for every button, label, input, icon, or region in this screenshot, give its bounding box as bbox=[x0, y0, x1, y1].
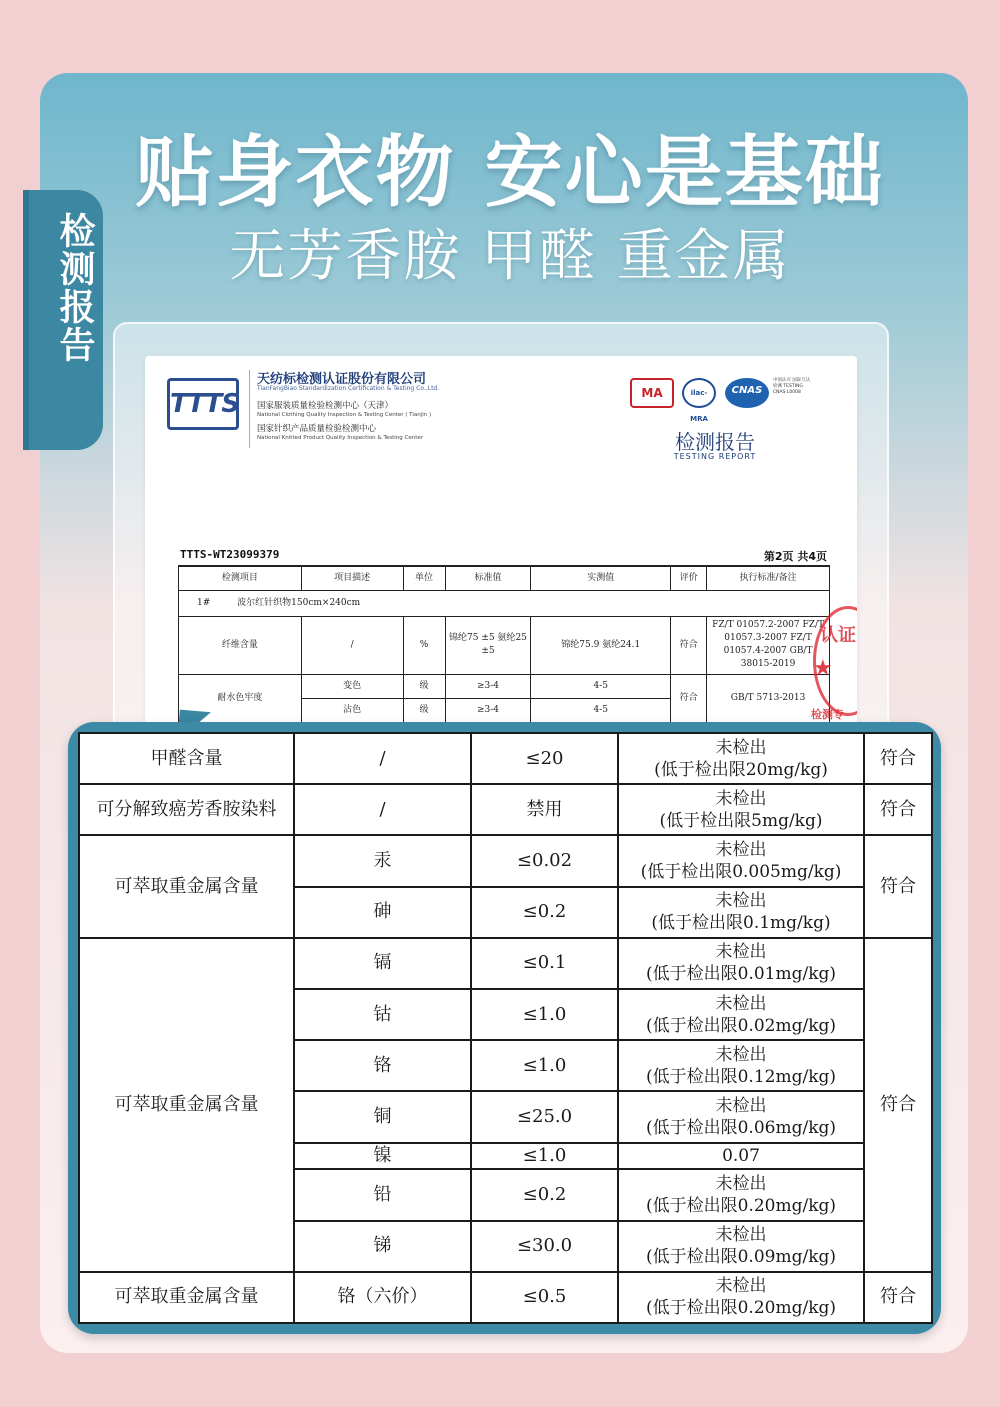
sample-number: 1# bbox=[197, 597, 211, 608]
sample-description: 波尔红针织物150cm×240cm bbox=[237, 597, 361, 608]
test-desc: 铬（六价） bbox=[294, 1272, 471, 1323]
cert-note: 中国认可 国际互认 检测 TESTING CNAS L0008 bbox=[773, 378, 811, 395]
stamp-text: 检测专 bbox=[811, 708, 844, 721]
result-note: (低于检出限0.20mg/kg) bbox=[645, 1298, 837, 1319]
sub-headline: 无芳香胺 甲醛 重金属 bbox=[229, 224, 791, 289]
standard-value: ≤0.02 bbox=[471, 835, 618, 886]
report-table bbox=[178, 565, 830, 723]
test-desc: 铅 bbox=[294, 1169, 471, 1220]
result-line: 未检出 bbox=[715, 840, 767, 860]
standard-value: ≤0.5 bbox=[471, 1272, 618, 1323]
standard-value: ≤25.0 bbox=[471, 1091, 618, 1142]
test-desc: 镉 bbox=[294, 938, 471, 989]
test-item: 甲醛含量 bbox=[79, 733, 294, 784]
cell: 符合 bbox=[671, 616, 707, 674]
measured-value bbox=[618, 1040, 864, 1091]
measured-value bbox=[618, 784, 864, 835]
standard-value: ≤20 bbox=[471, 733, 618, 784]
standard-value: ≤1.0 bbox=[471, 1143, 618, 1170]
page-number: 第2页 共4页 bbox=[763, 550, 827, 563]
table-row bbox=[79, 1272, 932, 1323]
header-cell: 评价 bbox=[671, 566, 707, 590]
cell: 级 bbox=[403, 698, 445, 722]
test-desc: 铬 bbox=[294, 1040, 471, 1091]
header-cell: 检测项目 bbox=[179, 566, 302, 590]
test-desc: 锑 bbox=[294, 1221, 471, 1272]
side-tab-label: 检测报告 bbox=[54, 212, 95, 364]
result-line: 未检出 bbox=[715, 1044, 767, 1065]
table-header-row bbox=[179, 566, 830, 590]
cell: 4-5 bbox=[531, 674, 671, 698]
company-name: 天纺标检测认证股份有限公司 bbox=[257, 372, 427, 387]
test-desc: 镍 bbox=[294, 1143, 471, 1170]
cell: GB/T 5713-2013 bbox=[707, 674, 830, 722]
standard-value: ≤0.1 bbox=[471, 938, 618, 989]
result-note: (低于检出限0.06mg/kg) bbox=[645, 1118, 837, 1139]
test-desc: / bbox=[294, 733, 471, 784]
measured-value bbox=[618, 989, 864, 1040]
table-row bbox=[79, 938, 932, 989]
measured-value bbox=[618, 938, 864, 989]
cell: 耐水色牢度 bbox=[179, 674, 302, 722]
result-note: (低于检出限0.20mg/kg) bbox=[645, 1195, 837, 1216]
header-cell: 标准值 bbox=[445, 566, 531, 590]
ilac-logo-icon: ilac-MRA bbox=[682, 378, 716, 408]
company-name-en: TianFangBiao Standardization Certification & Testing Co.,Ltd. bbox=[257, 385, 440, 392]
standard-value: ≤1.0 bbox=[471, 1040, 618, 1091]
result-line: 未检出 bbox=[715, 788, 767, 809]
logo-divider bbox=[249, 370, 250, 448]
standard-value: ≤0.2 bbox=[471, 1169, 618, 1220]
header-cell: 项目描述 bbox=[301, 566, 403, 590]
test-item: 可分解致癌芳香胺染料 bbox=[79, 784, 294, 835]
cell: ≥3-4 bbox=[445, 698, 531, 722]
cell: FZ/T 01057.2-2007 FZ/T 01057.3-2007 FZ/T 01057.4-2007 GB/T 38015-2019 bbox=[707, 616, 830, 674]
measured-value bbox=[618, 1091, 864, 1142]
cnas-logo-icon: CNAS bbox=[725, 378, 769, 408]
header-cell: 执行标准/备注 bbox=[707, 566, 830, 590]
ttts-logo-icon: TTTS bbox=[167, 378, 239, 430]
evaluation: 符合 bbox=[864, 784, 932, 835]
result-note: (低于检出限0.01mg/kg) bbox=[645, 964, 837, 985]
headline: 贴身衣物 安心是基础 bbox=[135, 128, 885, 218]
standard-value: ≤30.0 bbox=[471, 1221, 618, 1272]
evaluation: 符合 bbox=[864, 835, 932, 937]
header-cell: 实测值 bbox=[531, 566, 671, 590]
table-row bbox=[179, 674, 830, 698]
red-stamp: 认证 bbox=[813, 606, 857, 716]
standard-value: ≤0.2 bbox=[471, 887, 618, 938]
center-1: 国家服装质量检验检测中心（天津） bbox=[257, 401, 394, 411]
header-cell: 单位 bbox=[403, 566, 445, 590]
center-1-en: National Clothing Quality Inspection & Testing Center ( Tianjin ) bbox=[257, 412, 432, 418]
measured-value bbox=[618, 733, 864, 784]
test-item: 可萃取重金属含量 bbox=[79, 835, 294, 937]
table-row bbox=[179, 590, 830, 616]
measured-value bbox=[618, 1169, 864, 1220]
standard-value: ≤1.0 bbox=[471, 989, 618, 1040]
cell: ≥3-4 bbox=[445, 674, 531, 698]
result-line: 未检出 bbox=[715, 1173, 767, 1194]
report-document bbox=[145, 356, 857, 736]
test-item: 可萃取重金属含量 bbox=[79, 938, 294, 1272]
center-2: 国家针织产品质量检验检测中心 bbox=[257, 424, 377, 434]
test-desc: 砷 bbox=[294, 887, 471, 938]
cell: 纤维含量 bbox=[179, 616, 302, 674]
result-note: (低于检出限0.005mg/kg) bbox=[640, 862, 842, 882]
table-row bbox=[179, 616, 830, 674]
result-line: 未检出 bbox=[715, 1276, 767, 1297]
measured-value: 0.07 bbox=[618, 1143, 864, 1170]
report-number: TTTS-WT23099379 bbox=[180, 548, 280, 561]
result-note: (低于检出限0.02mg/kg) bbox=[645, 1015, 837, 1036]
result-line: 未检出 bbox=[715, 993, 767, 1014]
stamp-star-icon: ★ bbox=[813, 656, 833, 681]
standard-value: 禁用 bbox=[471, 784, 618, 835]
test-desc: 铜 bbox=[294, 1091, 471, 1142]
result-line: 未检出 bbox=[715, 942, 767, 963]
cell: 级 bbox=[403, 674, 445, 698]
result-line: 未检出 bbox=[715, 1225, 767, 1246]
result-note: (低于检出限0.09mg/kg) bbox=[645, 1247, 837, 1268]
evaluation: 符合 bbox=[864, 1272, 932, 1323]
cell: 4-5 bbox=[531, 698, 671, 722]
table-row bbox=[79, 835, 932, 886]
result-line: 未检出 bbox=[715, 1096, 767, 1117]
cell: 沾色 bbox=[301, 698, 403, 722]
result-line: 未检出 bbox=[715, 737, 767, 758]
report-title: 检测报告 bbox=[675, 430, 755, 454]
cell: 锦纶75 ±5 氨纶25 ±5 bbox=[445, 616, 531, 674]
measured-value bbox=[618, 1272, 864, 1323]
test-desc: 钴 bbox=[294, 989, 471, 1040]
cell: 符合 bbox=[671, 674, 707, 722]
evaluation: 符合 bbox=[864, 938, 932, 1272]
result-line: 未检出 bbox=[715, 891, 767, 912]
center-2-en: National Knitted Product Quality Inspection & Testing Center bbox=[257, 435, 424, 441]
table-row bbox=[79, 784, 932, 835]
measured-value bbox=[618, 887, 864, 938]
cell: 变色 bbox=[301, 674, 403, 698]
sample-cell bbox=[179, 590, 830, 616]
test-desc: 汞 bbox=[294, 835, 471, 886]
cma-logo-icon: MA bbox=[630, 378, 674, 408]
result-note: (低于检出限0.1mg/kg) bbox=[651, 913, 831, 934]
result-note: (低于检出限5mg/kg) bbox=[659, 810, 823, 831]
cell: 锦纶75.9 氨纶24.1 bbox=[531, 616, 671, 674]
test-item: 可萃取重金属含量 bbox=[79, 1272, 294, 1323]
zoomed-results-table bbox=[78, 732, 933, 1324]
result-note: (低于检出限20mg/kg) bbox=[654, 759, 828, 780]
table-row bbox=[79, 733, 932, 784]
evaluation: 符合 bbox=[864, 733, 932, 784]
measured-value bbox=[618, 1221, 864, 1272]
test-desc: / bbox=[294, 784, 471, 835]
cell: / bbox=[301, 616, 403, 674]
result-note: (低于检出限0.12mg/kg) bbox=[645, 1066, 837, 1087]
measured-value bbox=[618, 835, 864, 886]
cell: % bbox=[403, 616, 445, 674]
report-title-en: TESTING REPORT bbox=[673, 452, 757, 461]
